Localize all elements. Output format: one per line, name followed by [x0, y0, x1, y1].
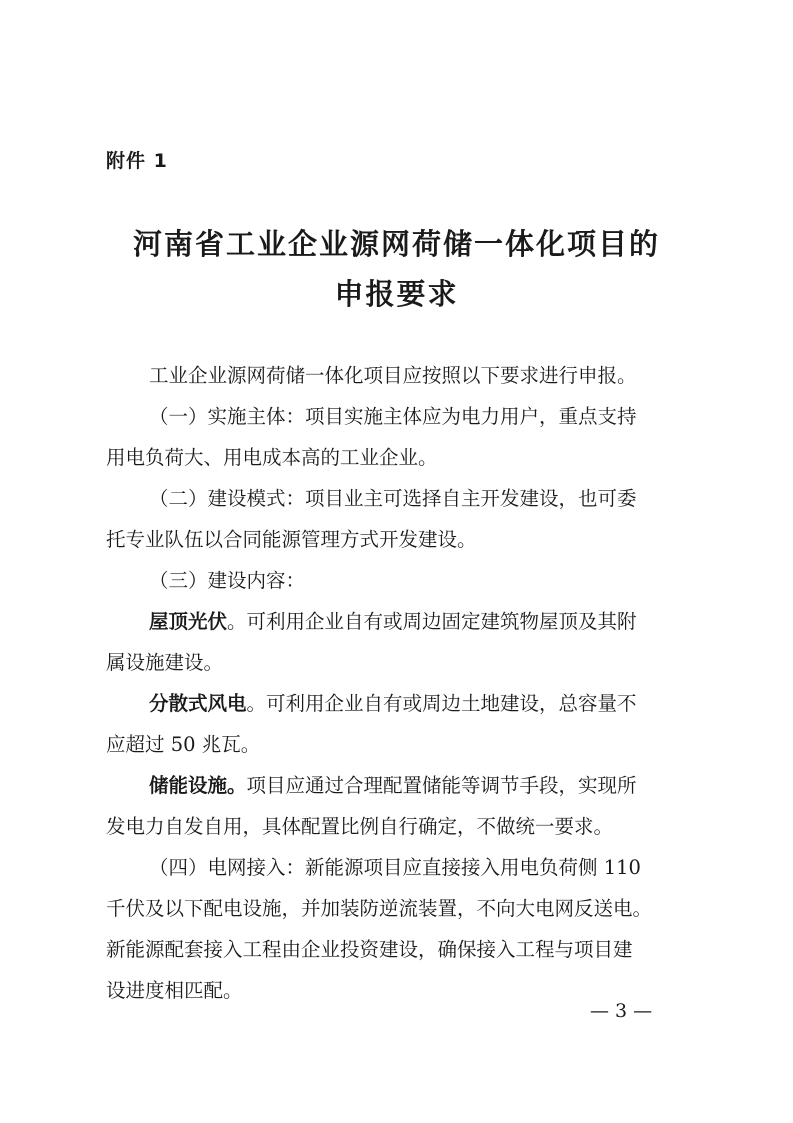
wind-power-lead: 分散式风电 [149, 692, 247, 715]
document-title-line-1: 河南省工业企业源网荷储一体化项目的 [132, 227, 660, 261]
section-2-line-2: 托专业队伍以合同能源管理方式开发建设。 [106, 528, 477, 551]
section-4-line-4: 设进度相匹配。 [106, 979, 243, 1002]
section-3-heading: （三）建设内容： [149, 569, 306, 592]
storage-lead: 储能设施。 [149, 774, 247, 797]
document-title-line-2: 申报要求 [334, 277, 459, 311]
section-4-line-1: （四）电网接入：新能源项目应直接接入用电负荷侧 110 [149, 856, 641, 879]
section-4-line-3: 新能源配套接入工程由企业投资建设，确保接入工程与项目建 [106, 938, 633, 961]
intro-paragraph: 工业企业源网荷储一体化项目应按照以下要求进行申报。 [149, 364, 637, 387]
section-1-line-1: （一）实施主体：项目实施主体应为电力用户，重点支持 [149, 405, 637, 428]
wind-power-line-2: 应超过 50 兆瓦。 [106, 733, 261, 756]
storage-line-2: 发电力自发自用，具体配置比例自行确定，不做统一要求。 [106, 815, 614, 838]
page-number: — 3 — [590, 1000, 653, 1022]
document-body [106, 355, 694, 1011]
wind-power-text: 。可利用企业自有或周边土地建设，总容量不 [246, 692, 637, 715]
section-2-line-1: （二）建设模式：项目业主可选择自主开发建设，也可委 [149, 487, 637, 510]
wind-power-line-1 [106, 683, 694, 724]
rooftop-pv-lead: 屋顶光伏 [149, 610, 228, 633]
section-1-line-2: 用电负荷大、用电成本高的工业企业。 [106, 446, 438, 469]
storage-line-1 [106, 765, 694, 806]
section-4-line-2: 千伏及以下配电设施，并加装防逆流装置，不向大电网反送电。 [106, 897, 653, 920]
rooftop-pv-line-1 [106, 601, 694, 642]
rooftop-pv-line-2: 属设施建设。 [106, 651, 224, 674]
storage-text: 项目应通过合理配置储能等调节手段，实现所 [246, 774, 637, 797]
rooftop-pv-text: 。可利用企业自有或周边固定建筑物屋顶及其附 [227, 610, 637, 633]
attachment-label: 附件 1 [106, 150, 168, 172]
